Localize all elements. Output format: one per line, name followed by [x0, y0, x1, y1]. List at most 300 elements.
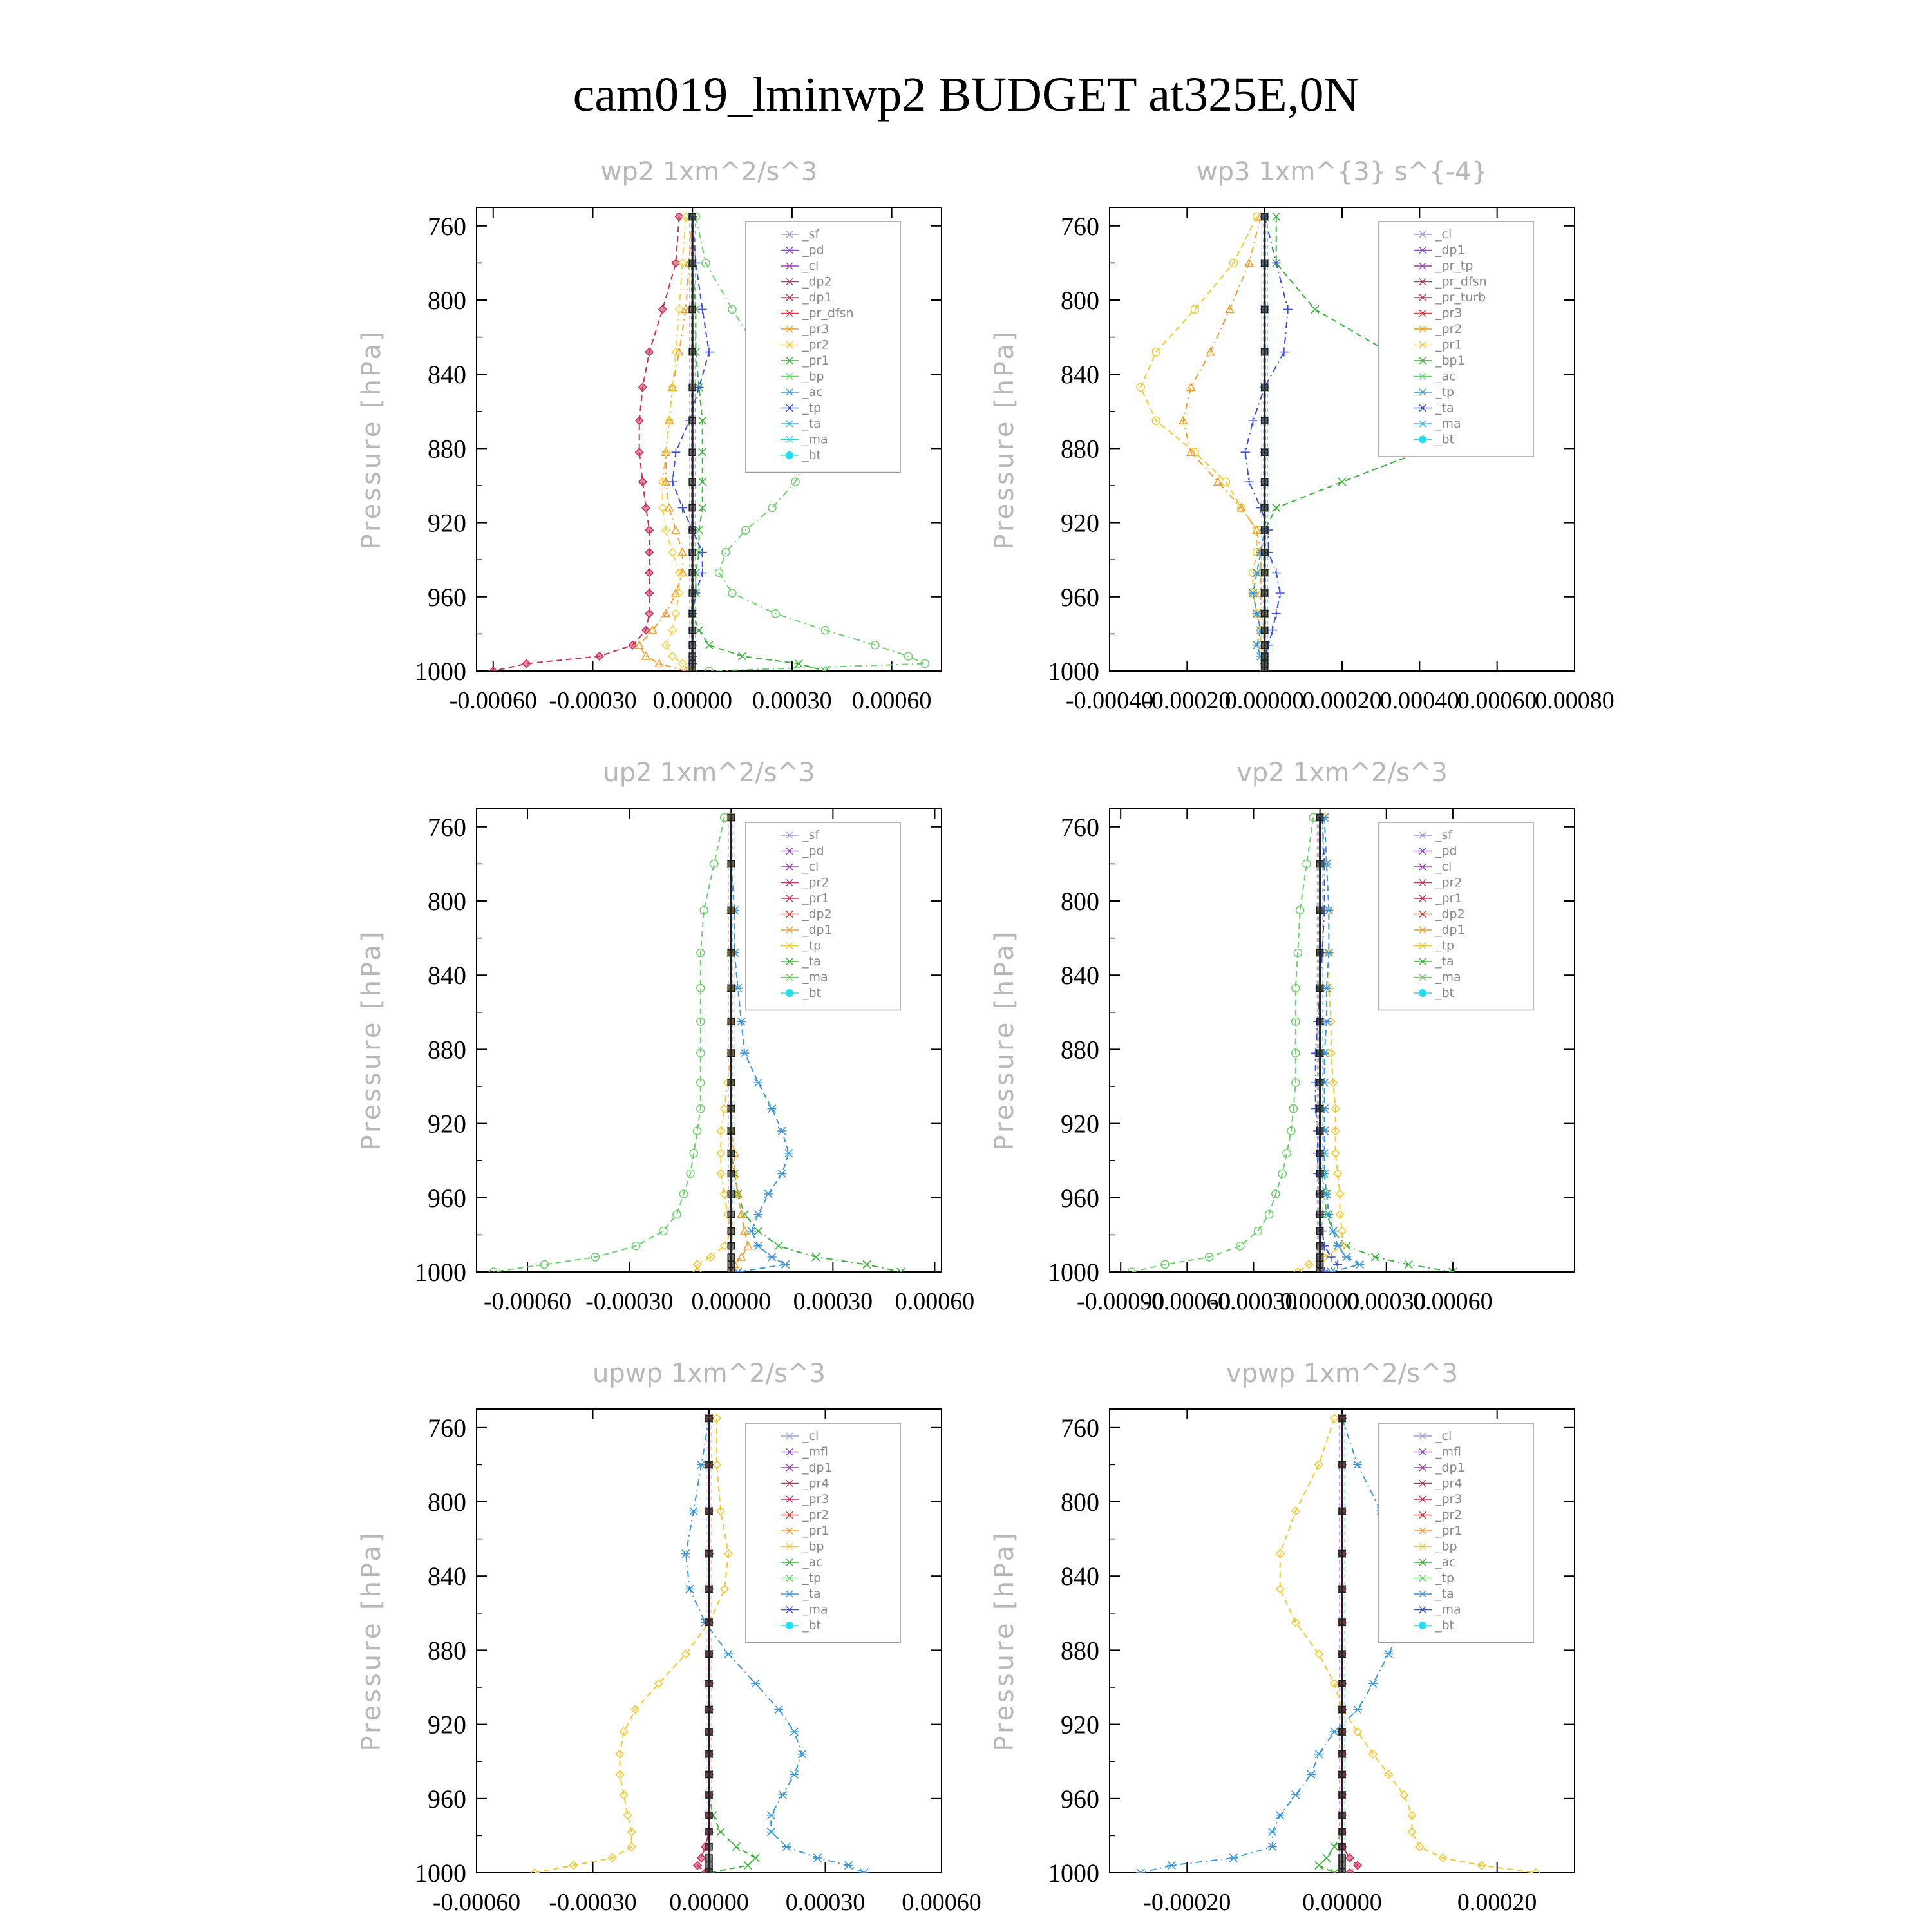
- panel-5-data-point-bp: [717, 1828, 724, 1836]
- panel-3-legend-label: _dp1: [802, 923, 832, 937]
- panel-2-data-point-bt: [1262, 384, 1268, 390]
- panel-3-data-point-tp: [764, 1190, 773, 1198]
- panel-3-x-tick-label: 0.00030: [793, 1288, 873, 1315]
- panel-6-y-axis-label: Pressure [hPa]: [990, 1530, 1019, 1752]
- panel-3-data-point-dp2: [863, 1261, 871, 1269]
- panel-5-data-point-bt: [706, 1551, 712, 1557]
- panel-5-data-point-bt: [706, 1829, 712, 1835]
- panel-6-data-point-tp: [1268, 1828, 1277, 1836]
- panel-5-series-line-pr1: [535, 1418, 728, 1873]
- panel-4-y-tick-label: 760: [1061, 812, 1099, 842]
- panel-3-data-point-bt: [728, 1170, 734, 1177]
- panel-3-x-tick-label: -0.00030: [585, 1288, 674, 1315]
- panel-6-data-point-bp: [1315, 1862, 1323, 1870]
- panel-6-data-point-bt: [1339, 1415, 1345, 1421]
- panel-1-data-point-dp1: [639, 383, 647, 391]
- panel-1-x-tick-label: 0.00000: [652, 687, 732, 714]
- panel-5-data-point-bt: [706, 1812, 712, 1819]
- panel-1-legend-label: _dp2: [802, 274, 832, 289]
- panel-4-data-point-bt: [1317, 1211, 1323, 1218]
- panel-1-data-point-bt: [689, 569, 696, 576]
- panel-3-data-point-bt: [728, 1018, 734, 1025]
- panel-5-legend-label: _pr3: [802, 1492, 829, 1506]
- panel-4-x-tick-label: -0.00030: [1209, 1288, 1298, 1315]
- panel-4-y-tick-label: 960: [1061, 1183, 1099, 1213]
- panel-4-data-point-bt: [1317, 1170, 1323, 1177]
- panel-2: [990, 157, 1615, 714]
- panel-2-data-point-ta: [1272, 568, 1281, 577]
- panel-3-data-point-pr1: [717, 1150, 724, 1157]
- panel-6-data-point-tp: [1167, 1862, 1176, 1870]
- panel-3-data-point-tp: [753, 1079, 762, 1086]
- panel-1-y-tick-label: 840: [428, 360, 466, 390]
- panel-5-data-point-bt: [706, 1651, 712, 1657]
- panel-1-legend-label: _bt: [802, 448, 822, 462]
- panel-4-series-line-dp1: [1132, 817, 1313, 1272]
- panel-4-legend-label: _pr2: [1435, 875, 1463, 890]
- panel-3-data-point-bt: [728, 1254, 734, 1260]
- panel-2-legend-label: _dp1: [1435, 243, 1465, 258]
- panel-1-legend-label: _tp: [802, 401, 822, 415]
- panel-1-data-point-ac: [768, 504, 776, 512]
- panel-4-x-tick-label: -0.00090: [1077, 1288, 1165, 1315]
- panel-1-data-point-bt: [689, 653, 696, 659]
- panel-3-data-point-tp: [768, 1105, 777, 1113]
- panel-3-data-point-dp2: [775, 1242, 782, 1250]
- panel-6-data-point-tp: [1353, 1461, 1362, 1468]
- panel-1-data-point-bt: [689, 260, 696, 266]
- panel-4-legend-label: _sf: [1435, 828, 1453, 842]
- panel-6-y-tick-label: 920: [1061, 1710, 1099, 1739]
- panel-5-data-point-dp1: [697, 1854, 705, 1862]
- panel-1-data-point-dp1: [645, 610, 653, 618]
- panel-2-x-tick-label: 0.00040: [1379, 687, 1460, 714]
- panel-1-data-point-ac: [871, 641, 879, 649]
- panel-5-data-point-tp: [751, 1680, 760, 1687]
- panel-1-data-point-pr3: [642, 652, 650, 659]
- panel-6-data-point-bt: [1339, 1792, 1345, 1798]
- panel-6-legend-label: _pr4: [1435, 1476, 1463, 1491]
- panel-2-series-line-tp: [1253, 216, 1265, 671]
- panel-5-legend-label: _pr2: [802, 1508, 829, 1522]
- panel-5-data-point-tp: [790, 1770, 799, 1778]
- panel-5-y-axis-label: Pressure [hPa]: [357, 1530, 386, 1752]
- panel-3-y-axis-label: Pressure [hPa]: [357, 929, 386, 1151]
- panel-3-x-tick-label: -0.00060: [483, 1288, 572, 1315]
- panel-5-legend-label: _ta: [802, 1587, 821, 1601]
- panel-4-data-point-bt: [1317, 950, 1323, 956]
- panel-1-data-point-dp1: [645, 569, 653, 576]
- panel-2-data-point-bt: [1262, 306, 1268, 312]
- panel-1-data-point-dp1: [522, 660, 530, 668]
- panel-6-data-point-pr1: [1354, 1728, 1361, 1736]
- panel-2-y-tick-label: 840: [1061, 360, 1099, 390]
- panel-4-series-line-tp: [1325, 817, 1360, 1272]
- panel-6-data-point-bt: [1339, 1855, 1345, 1861]
- panel-2-legend-label: _pr_turb: [1435, 290, 1486, 305]
- panel-2-data-point-bt: [1262, 627, 1268, 634]
- figure-title: cam019_lminwp2 BUDGET at325E,0N: [573, 68, 1359, 122]
- panel-3-y-tick-label: 960: [428, 1183, 466, 1213]
- panel-1-data-point-bt: [689, 306, 696, 312]
- panel-6-data-point-tp: [1353, 1706, 1362, 1714]
- panel-2-data-point-bt: [1262, 260, 1268, 266]
- panel-1-data-point-ac: [722, 549, 730, 556]
- panel-3-data-point-tp: [777, 1127, 786, 1135]
- panel-3-data-point-bt: [728, 1050, 734, 1056]
- panel-6-legend-label: _cl: [1435, 1429, 1452, 1443]
- panel-2-legend-label: _pr_dfsn: [1435, 274, 1487, 289]
- panel-2-y-tick-label: 1000: [1048, 657, 1099, 686]
- panel-4-data-point-dp1: [1254, 1227, 1262, 1235]
- panel-3-data-point-bt: [728, 1269, 734, 1275]
- panel-1-data-point-bt: [689, 627, 696, 634]
- panel-6-data-point-bp: [1323, 1854, 1331, 1862]
- panel-1-legend-label: _pd: [802, 243, 824, 258]
- panel-3-data-point-bt: [728, 1243, 734, 1249]
- panel-1-legend-label: _sf: [802, 227, 820, 242]
- panel-1-data-point-dp1: [645, 526, 653, 534]
- panel-2-legend-label: _cl: [1435, 227, 1452, 242]
- panel-2-y-tick-label: 800: [1061, 286, 1099, 315]
- panel-1-series-line-pr3: [639, 216, 692, 671]
- panel-1-x-tick-label: 0.00030: [752, 687, 832, 714]
- panel-1-y-tick-label: 1000: [415, 657, 466, 686]
- panel-1-data-point-bt: [689, 384, 696, 390]
- panel-5-y-tick-label: 960: [428, 1784, 466, 1814]
- panel-2-legend-label: _ac: [1435, 369, 1456, 384]
- panel-5-data-point-tp: [844, 1862, 853, 1870]
- panel-4-data-point-tp: [1327, 1268, 1336, 1276]
- panel-5-data-point-bt: [706, 1728, 712, 1735]
- panel-3: [357, 758, 974, 1315]
- panel-4-y-tick-label: 1000: [1048, 1258, 1099, 1287]
- panel-1-series-line-dp1: [493, 216, 679, 671]
- panel-5-legend: [746, 1423, 900, 1643]
- panel-5-legend-label: _bt: [802, 1618, 822, 1633]
- panel-2-data-point-bp1: [1311, 305, 1319, 313]
- panel-5: [357, 1359, 981, 1916]
- panel-3-y-tick-label: 920: [428, 1109, 466, 1139]
- panel-3-legend-marker: [786, 989, 793, 997]
- panel-6-x-tick-label: -0.00020: [1143, 1889, 1231, 1916]
- panel-3-legend-label: _bt: [802, 986, 822, 1000]
- panel-6-x-tick-label: 0.00000: [1302, 1889, 1382, 1916]
- panel-2-data-point-bp1: [1273, 504, 1280, 512]
- panel-6-data-point-bt: [1339, 1508, 1345, 1514]
- panel-4-data-point-bt: [1317, 1150, 1323, 1157]
- panel-4-data-point-dp1: [1236, 1242, 1244, 1250]
- panel-1-y-tick-label: 920: [428, 508, 466, 538]
- panel-3-x-tick-label: 0.00000: [691, 1288, 772, 1315]
- panel-5-x-tick-label: -0.00060: [432, 1889, 521, 1916]
- panel-6-data-point-tp: [1384, 1650, 1393, 1658]
- panel-4-data-point-bt: [1317, 1018, 1323, 1025]
- panel-3-y-tick-label: 880: [428, 1035, 466, 1065]
- panel-2-data-point-ta: [1280, 348, 1289, 357]
- panel-1-data-point-ta: [678, 504, 687, 513]
- panel-2-y-tick-label: 880: [1061, 434, 1099, 464]
- panel-4-data-point-tp: [1342, 1253, 1351, 1261]
- panel-4-data-point-bt: [1317, 1269, 1323, 1275]
- panel-6: [990, 1359, 1575, 1916]
- panel-5-data-point-tp: [860, 1869, 869, 1877]
- panel-4-data-point-bt: [1317, 1128, 1323, 1134]
- panel-2-data-point-bt: [1262, 590, 1268, 596]
- panel-6-legend-label: _tp: [1435, 1571, 1455, 1586]
- panel-2-legend-label: _pr3: [1435, 306, 1463, 321]
- panel-4-data-point-bt: [1317, 860, 1323, 867]
- panel-3-data-point-bt: [728, 814, 734, 820]
- panel-2-legend-label: _bp1: [1435, 354, 1465, 368]
- panel-2-series-line-pr2: [1183, 216, 1264, 671]
- panel-5-data-point-bt: [706, 1751, 712, 1757]
- panel-6-data-point-bt: [1339, 1812, 1345, 1819]
- panel-5-legend-label: _pr1: [802, 1524, 829, 1538]
- panel-2-legend-label: _pr2: [1435, 322, 1463, 336]
- panel-4-legend-label: _ma: [1435, 970, 1461, 985]
- panel-2-data-point-bt: [1262, 478, 1268, 485]
- panel-1-data-point-bt: [689, 590, 696, 596]
- panel-2-x-tick-label: 0.00080: [1535, 687, 1615, 714]
- panel-1-data-point-bt: [689, 417, 696, 424]
- panel-1-data-point-ac: [728, 305, 736, 313]
- panel-5-x-tick-label: 0.00000: [669, 1889, 749, 1916]
- panel-1-title: wp2 1xm^2/s^3: [600, 157, 818, 187]
- panel-6-legend-label: _bp: [1435, 1539, 1457, 1554]
- panel-2-legend-label: _bt: [1435, 432, 1455, 447]
- panel-3-legend-label: _sf: [802, 828, 820, 842]
- panel-6-data-point-bp: [1331, 1843, 1338, 1851]
- panel-3-data-point-bt: [728, 860, 734, 867]
- panel-4-y-tick-label: 800: [1061, 887, 1099, 916]
- panel-1-data-point-bt: [689, 349, 696, 355]
- panel-5-data-point-bt: [706, 1619, 712, 1625]
- panel-3-legend: [746, 822, 900, 1010]
- panel-2-data-point-ta: [1276, 589, 1285, 598]
- panel-2-x-tick-label: 0.00020: [1302, 687, 1382, 714]
- panel-1-y-tick-label: 960: [428, 582, 466, 612]
- panel-3-data-point-tp: [753, 1211, 762, 1218]
- panel-3-y-tick-label: 760: [428, 812, 466, 842]
- panel-1-data-point-bt: [689, 449, 696, 455]
- panel-3-data-point-dp1: [659, 1227, 667, 1235]
- panel-2-legend: [1379, 222, 1533, 457]
- panel-4-data-point-ta: [1327, 1253, 1336, 1262]
- panel-3-data-point-tp: [753, 1242, 762, 1250]
- panel-1-series-line-pr2: [663, 216, 692, 671]
- panel-5-data-point-bp: [744, 1862, 752, 1870]
- panel-6-legend-label: _ma: [1435, 1602, 1461, 1617]
- panel-5-data-point-bt: [706, 1771, 712, 1777]
- panel-5-legend-label: _cl: [802, 1429, 819, 1443]
- panel-3-x-tick-label: 0.00060: [895, 1288, 975, 1315]
- panel-5-legend-label: _mfl: [802, 1444, 828, 1459]
- panel-6-data-point-bt: [1339, 1870, 1345, 1876]
- panel-5-data-point-bp: [752, 1854, 759, 1862]
- panel-1-legend-label: _pr1: [802, 354, 829, 368]
- panel-6-data-point-bt: [1339, 1651, 1345, 1657]
- panel-2-data-point-bt: [1262, 653, 1268, 659]
- panel-3-data-point-bt: [728, 907, 734, 913]
- panel-1-data-point-dp1: [659, 305, 667, 313]
- panel-5-data-point-bt: [706, 1844, 712, 1850]
- panel-6-x-tick-label: 0.00020: [1457, 1889, 1537, 1916]
- panel-5-legend-label: _pr4: [802, 1476, 829, 1491]
- panel-6-series-line-tp: [1141, 1418, 1412, 1873]
- panel-5-data-point-tp: [774, 1706, 783, 1714]
- panel-2-x-tick-label: -0.00040: [1065, 687, 1154, 714]
- panel-1-legend: [746, 222, 900, 473]
- panel-5-legend-label: _ac: [802, 1555, 823, 1569]
- panel-1-legend-label: _bp: [802, 369, 824, 384]
- panel-6-data-point-bt: [1339, 1771, 1345, 1777]
- panel-1-legend-label: _pr_dfsn: [802, 306, 854, 321]
- panel-5-data-point-bt: [706, 1792, 712, 1798]
- panel-6-legend-label: _ta: [1435, 1587, 1454, 1601]
- panel-2-data-point-bt: [1262, 505, 1268, 511]
- panel-6-y-tick-label: 1000: [1048, 1859, 1099, 1888]
- panel-3-data-point-pr2: [737, 1253, 745, 1260]
- panel-5-data-point-bt: [706, 1707, 712, 1713]
- panel-2-data-point-ta: [1245, 477, 1254, 486]
- panel-4-y-tick-label: 840: [1061, 961, 1099, 990]
- panel-2-y-axis-label: Pressure [hPa]: [990, 328, 1019, 550]
- panel-1-data-point-bt: [689, 478, 696, 485]
- panel-6-data-point-bt: [1339, 1728, 1345, 1735]
- panel-1-legend-label: _ma: [802, 432, 828, 447]
- panel-2-data-point-ta: [1268, 626, 1277, 635]
- panel-6-data-point-bt: [1339, 1751, 1345, 1757]
- panel-4-x-tick-label: 0.00030: [1347, 1288, 1426, 1315]
- panel-4-data-point-bt: [1317, 1228, 1323, 1235]
- panel-6-data-point-bt: [1339, 1680, 1345, 1687]
- panel-2-data-point-bt: [1262, 527, 1268, 533]
- panel-5-y-tick-label: 1000: [415, 1859, 466, 1888]
- panel-6-data-point-tp: [1291, 1791, 1300, 1799]
- panel-5-title: upwp 1xm^2/s^3: [592, 1359, 826, 1388]
- panel-6-data-point-tp: [1314, 1750, 1323, 1758]
- panel-3-legend-label: _ma: [802, 970, 828, 985]
- panel-2-data-point-ta: [1272, 609, 1281, 618]
- panel-1-legend-label: _pr2: [802, 337, 829, 352]
- panel-3-legend-label: _cl: [802, 860, 819, 874]
- panel-2-legend-marker: [1419, 436, 1426, 444]
- panel-4-data-point-bt: [1317, 1262, 1323, 1268]
- panel-1-data-point-dp1: [642, 504, 650, 512]
- panel-2-y-tick-label: 960: [1061, 582, 1099, 612]
- panel-6-legend-label: _mfl: [1435, 1444, 1461, 1459]
- panel-2-y-tick-label: 760: [1061, 211, 1099, 241]
- panel-4-x-tick-label: 0.00000: [1280, 1288, 1360, 1315]
- panel-6-data-point-tp: [1276, 1812, 1285, 1819]
- panel-4-data-point-bt: [1317, 1106, 1323, 1112]
- panel-4-legend-label: _pd: [1435, 844, 1457, 858]
- panel-5-y-tick-label: 760: [428, 1413, 466, 1443]
- panel-1-data-point-ac: [728, 589, 736, 597]
- panel-6-legend-label: _ac: [1435, 1555, 1456, 1569]
- panel-4-x-tick-label: 0.00060: [1413, 1288, 1493, 1315]
- panel-3-series-line-dp1: [493, 817, 724, 1272]
- panel-1-data-point-bt: [689, 549, 696, 556]
- panel-5-y-tick-label: 800: [428, 1488, 466, 1517]
- panel-2-series-line-pr1: [1141, 216, 1265, 671]
- panel-3-legend-label: _ta: [802, 954, 821, 969]
- panel-5-y-tick-label: 840: [428, 1562, 466, 1591]
- panel-3-y-tick-label: 800: [428, 887, 466, 916]
- panel-1-legend-label: _dp1: [802, 290, 832, 305]
- panel-1-data-point-dp1: [639, 478, 647, 486]
- panel-2-x-tick-label: 0.00060: [1457, 687, 1537, 714]
- panel-1-data-point-dp1: [596, 652, 603, 660]
- panel-4-y-axis-label: Pressure [hPa]: [990, 929, 1019, 1151]
- panel-5-data-point-bt: [706, 1855, 712, 1861]
- panel-1-data-point-pr3: [672, 526, 679, 533]
- panel-1-y-axis-label: Pressure [hPa]: [357, 328, 386, 550]
- panel-3-data-point-tp: [777, 1170, 786, 1177]
- panel-6-data-point-bt: [1339, 1586, 1345, 1592]
- panel-1-legend-label: _pr3: [802, 322, 829, 336]
- panel-4-legend-label: _dp1: [1435, 923, 1465, 937]
- panel-3-data-point-bt: [728, 1128, 734, 1134]
- panel-5-x-tick-label: 0.00060: [902, 1889, 981, 1916]
- panel-5-data-point-tp: [813, 1854, 822, 1862]
- panel-2-data-point-bt: [1262, 661, 1268, 667]
- panel-2-data-point-tp: [1253, 641, 1262, 649]
- panel-4-legend-label: _bt: [1435, 986, 1455, 1000]
- panel-2-legend-label: _pr_tp: [1435, 259, 1473, 273]
- panel-5-legend-marker: [786, 1622, 793, 1629]
- panel-2-legend-label: _pr1: [1435, 337, 1463, 352]
- panel-5-data-point-bt: [706, 1508, 712, 1514]
- panel-6-data-point-bt: [1339, 1862, 1345, 1869]
- panel-1-x-tick-label: -0.00060: [449, 687, 537, 714]
- panel-3-y-tick-label: 1000: [415, 1258, 466, 1287]
- panel-5-legend-label: _tp: [802, 1571, 822, 1586]
- panel-2-data-point-ta: [1241, 448, 1250, 457]
- panel-1-y-tick-label: 880: [428, 434, 466, 464]
- panel-6-data-point-tp: [1307, 1770, 1316, 1778]
- panel-4-data-point-tp: [1356, 1261, 1365, 1269]
- panel-5-data-point-tp: [766, 1828, 775, 1836]
- panel-6-data-point-bt: [1339, 1551, 1345, 1557]
- panel-6-title: vpwp 1xm^2/s^3: [1226, 1359, 1459, 1388]
- panel-2-data-point-bt: [1262, 213, 1268, 220]
- panel-6-y-tick-label: 840: [1061, 1562, 1099, 1591]
- panel-3-series-line-pr1: [697, 817, 732, 1272]
- panel-2-data-point-bt: [1262, 642, 1268, 649]
- panel-5-x-tick-label: -0.00030: [549, 1889, 637, 1916]
- panel-1-data-point-pr3: [656, 660, 663, 667]
- panel-1-x-tick-label: -0.00030: [549, 687, 637, 714]
- panel-6-data-point-bt: [1339, 1844, 1345, 1850]
- panel-4-data-point-bt: [1317, 1191, 1323, 1197]
- panel-5-data-point-bt: [706, 1415, 712, 1421]
- panel-1-data-point-pr1: [739, 652, 746, 660]
- panel-1-data-point-pr1: [705, 641, 713, 649]
- panel-2-data-point-bt: [1262, 417, 1268, 424]
- panel-1-data-point-bt: [689, 668, 696, 674]
- panel-5-data-point-bt: [706, 1680, 712, 1687]
- panel-4-data-point-tp: [1329, 1227, 1338, 1235]
- panel-3-data-point-bt: [728, 1106, 734, 1112]
- panel-2-data-point-bt: [1262, 449, 1268, 455]
- panel-6-legend-label: _pr3: [1435, 1492, 1463, 1506]
- panel-3-legend-label: _pr2: [802, 875, 829, 890]
- panel-6-legend-label: _pr2: [1435, 1508, 1463, 1522]
- panel-4-data-point-bt: [1317, 814, 1323, 820]
- panel-2-data-point-bt: [1262, 349, 1268, 355]
